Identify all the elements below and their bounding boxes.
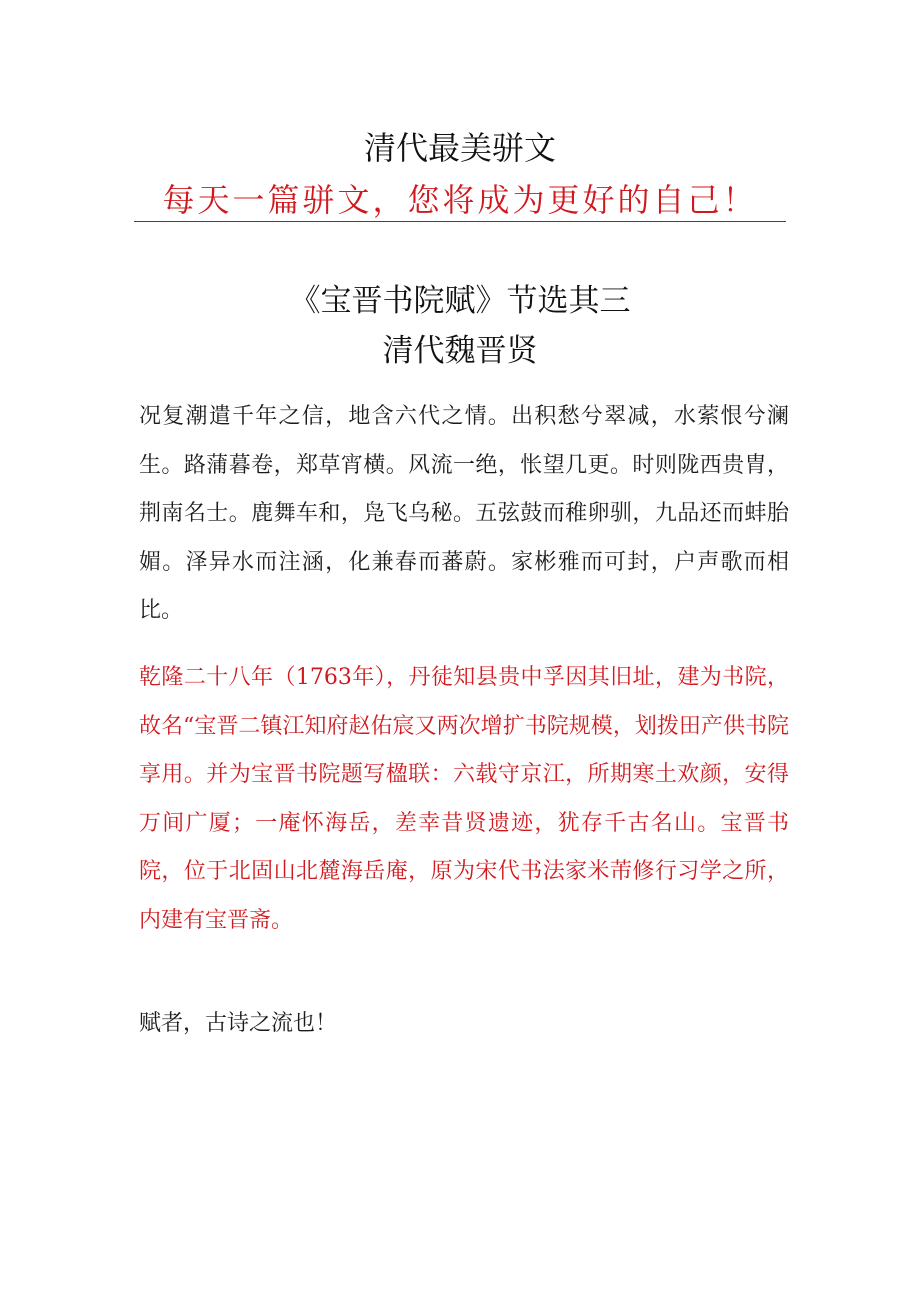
main-paragraph: 况复潮遣千年之信，地含六代之情。出积愁兮翠减，水萦恨兮澜生。路蒲暮卷，郑草宵横。风流一绝，怅望几更。时则陇西贵胄，荆南名士。鹿舞车和，凫飞乌秘。五弦鼓而稚卵驯，九品还而蚌胎媚。泽异水而注涵，化兼春而蕃蔚。家彬雅而可封，户声歌而相比。 — [139, 404, 789, 623]
header-divider — [134, 221, 786, 222]
closing-paragraph: 赋者，古诗之流也！ — [139, 1011, 338, 1036]
site-title: 清代最美骈文 — [363, 129, 556, 167]
article-title: 《宝晋书院赋》节选其三 — [289, 283, 631, 319]
slogan: 每天一篇骈文，您将成为更好的自己！ — [162, 181, 758, 219]
article-author: 清代魏晋贤 — [382, 333, 538, 369]
note-paragraph: 乾隆二十八年（1763年），丹徒知县贵中孚因其旧址，建为书院，故名“宝晋二镇江知府赵佑宸又两次增扩书院规模，划拨田产供书院享用。并为宝晋书院题写楹联：六载守京江，所期寒土欢颜，安得万间广厦；一庵怀海岳，差幸昔贤遗迹，犹存千古名山。宝晋书院，位于北固山北麓海岳庵，原为宋代书法家米芾修行习学之所，内建有宝晋斋。 — [139, 665, 789, 933]
